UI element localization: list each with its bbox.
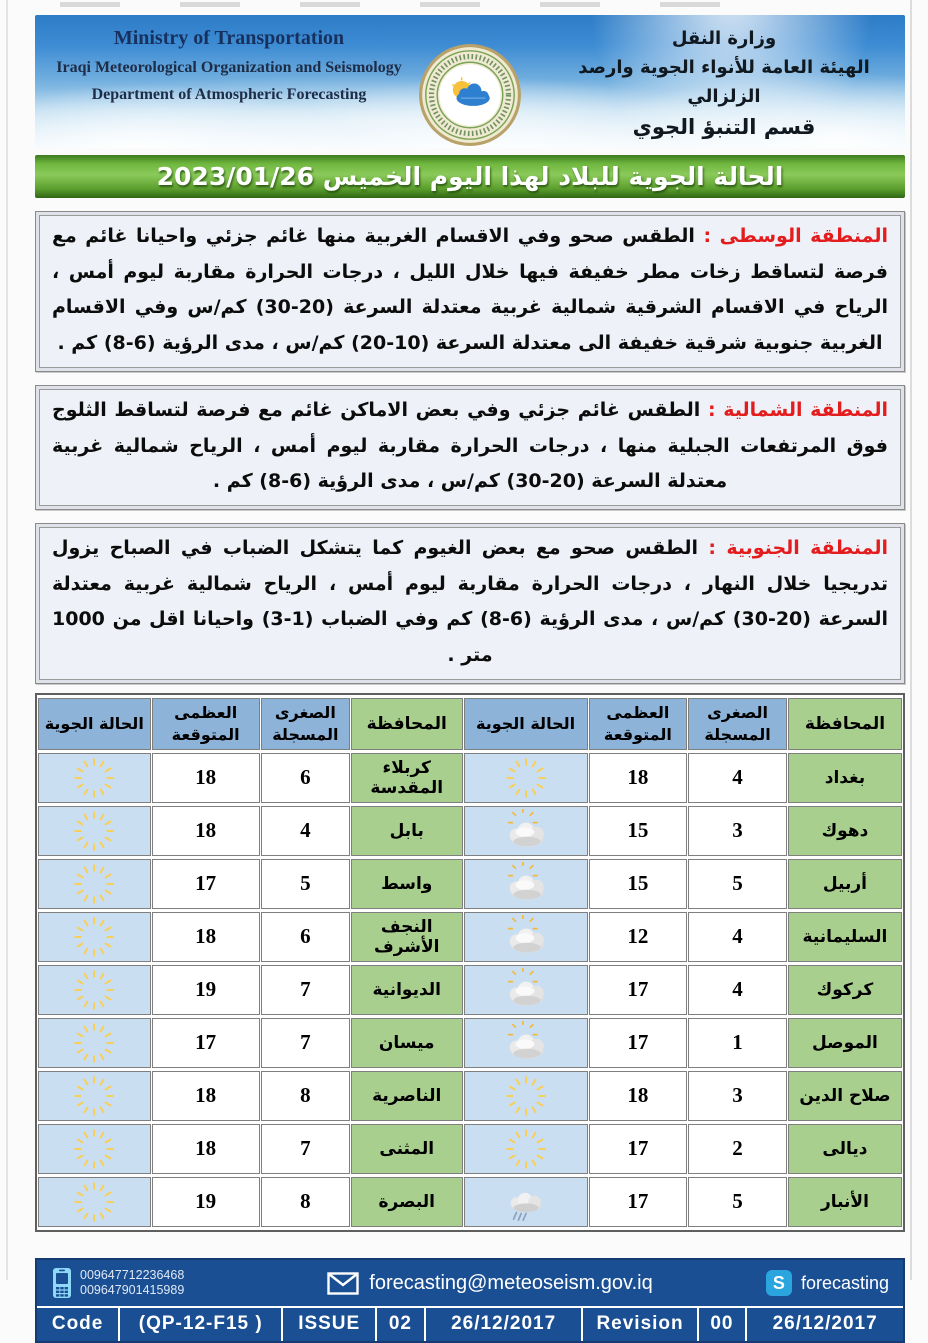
table-row <box>38 912 902 962</box>
revision-label: Revision <box>583 1308 698 1341</box>
recorded-min-cell: 8 <box>261 1177 350 1227</box>
code-value: (QP-12-F15 ) <box>120 1308 283 1341</box>
table-row <box>38 859 902 909</box>
table-row <box>38 1071 902 1121</box>
issue-label: ISSUE <box>283 1308 377 1341</box>
expected-max-cell: 17 <box>589 1018 688 1068</box>
expected-max-cell: 17 <box>152 859 260 909</box>
expected-max-cell: 19 <box>152 965 260 1015</box>
scan-artifact <box>60 2 760 7</box>
governorate-cell: ديالى <box>788 1124 902 1174</box>
ministry-name-en: Ministry of Transportation <box>113 27 345 49</box>
recorded-min-cell: 4 <box>688 965 787 1015</box>
expected-max-cell: 17 <box>589 965 688 1015</box>
organization-name-ar: الهيئة العامة للأنواء الجوية وارصد الزلزالي <box>578 56 870 107</box>
governorate-cell: البصرة <box>351 1177 463 1227</box>
sunny-icon <box>67 915 121 959</box>
governorate-cell: الأنبار <box>788 1177 902 1227</box>
header-expected-max: العظمى المتوقعة <box>152 698 260 750</box>
report-title: الحالة الجوية للبلاد لهذا اليوم الخميس 2023/01/26 <box>156 162 784 191</box>
document-code-bar <box>37 1306 903 1341</box>
expected-max-cell: 17 <box>589 1177 688 1227</box>
expected-max-cell: 15 <box>589 806 688 856</box>
weather-condition-cell <box>38 965 151 1015</box>
governorate-cell: واسط <box>351 859 463 909</box>
phone-number: 009647712236468 <box>80 1267 185 1282</box>
governorate-cell: بغداد <box>788 753 902 803</box>
sunny-icon <box>67 756 121 800</box>
header-weather-condition: الحالة الجوية <box>38 698 151 750</box>
weather-condition-cell <box>464 1177 588 1227</box>
header-recorded-min: الصغرى المسجلة <box>261 698 350 750</box>
governorate-cell: المثنى <box>351 1124 463 1174</box>
region-box-southern <box>35 523 905 684</box>
sunny-icon <box>67 1127 121 1171</box>
partly-cloudy-icon <box>499 968 553 1012</box>
expected-max-cell: 19 <box>152 1177 260 1227</box>
governorate-cell: صلاح الدين <box>788 1071 902 1121</box>
table-row <box>38 753 902 803</box>
weather-condition-cell <box>38 912 151 962</box>
weather-condition-cell <box>464 965 588 1015</box>
region-name: المنطقة الوسطى : <box>703 225 888 247</box>
recorded-min-cell: 6 <box>261 753 350 803</box>
region-name: المنطقة الجنوبية : <box>708 537 888 560</box>
department-name-ar: قسم التنبؤ الجوي <box>632 115 816 140</box>
revision-number: 00 <box>699 1308 748 1341</box>
phone-contact <box>51 1267 291 1299</box>
region-name: المنطقة الشمالية : <box>707 398 888 421</box>
table-row <box>38 1018 902 1068</box>
envelope-icon <box>327 1272 359 1295</box>
recorded-min-cell: 2 <box>688 1124 787 1174</box>
issue-number: 02 <box>377 1308 426 1341</box>
governorate-cell: بابل <box>351 806 463 856</box>
weather-condition-cell <box>38 753 151 803</box>
recorded-min-cell: 1 <box>688 1018 787 1068</box>
weather-condition-cell <box>38 859 151 909</box>
governorate-cell: أربيل <box>788 859 902 909</box>
header-expected-max: العظمى المتوقعة <box>589 698 688 750</box>
sunny-icon <box>67 968 121 1012</box>
recorded-min-cell: 4 <box>688 753 787 803</box>
organization-name-en: Iraqi Meteorological Organization and Seismology <box>56 59 402 76</box>
sunny-icon <box>67 1180 121 1224</box>
skype-username: forecasting <box>800 1272 889 1293</box>
expected-max-cell: 15 <box>589 859 688 909</box>
weather-condition-cell <box>38 806 151 856</box>
recorded-min-cell: 3 <box>688 1071 787 1121</box>
recorded-min-cell: 6 <box>261 912 350 962</box>
partly-cloudy-icon <box>499 1021 553 1065</box>
header-recorded-min: الصغرى المسجلة <box>688 698 787 750</box>
code-label: Code <box>37 1308 120 1341</box>
governorate-cell: دهوك <box>788 806 902 856</box>
weather-condition-cell <box>464 1071 588 1121</box>
sunny-icon <box>499 1074 553 1118</box>
governorate-cell: النجف الأشرف <box>351 912 463 962</box>
organization-seal-logo <box>418 43 522 147</box>
partly-cloudy-icon <box>499 915 553 959</box>
contact-footer <box>35 1258 905 1343</box>
sunny-icon <box>499 756 553 800</box>
report-title-bar <box>35 155 905 198</box>
weather-condition-cell <box>464 753 588 803</box>
region-forecast-text: الطقس صحو وفي الاقسام الغربية منها غائم جزئي واحيانا غائم مع فرصة لتساقط زخات مطر خفيفة فيها خلال الليل ، درجات الحرارة مقاربة ليوم أمس ، الرياح في الاقسام الشرقية شمالية غربية معتدلة السرعة (20-30) كم/س وفي الاقسام الغربية جنوبية شرقية خفيفة الى معتدلة السرعة (10-20) كم/س ، مدى الرؤية (6-8) كم . <box>52 225 888 355</box>
letterhead-banner <box>35 15 905 148</box>
header-governorate: المحافظة <box>788 698 902 750</box>
governorate-cell: كركوك <box>788 965 902 1015</box>
table-row <box>38 965 902 1015</box>
recorded-min-cell: 8 <box>261 1071 350 1121</box>
recorded-min-cell: 5 <box>688 859 787 909</box>
sun-rain-icon <box>499 1180 553 1224</box>
weather-condition-cell <box>38 1177 151 1227</box>
governorate-cell: كربلاء المقدسة <box>351 753 463 803</box>
recorded-min-cell: 5 <box>261 859 350 909</box>
weather-condition-cell <box>464 1018 588 1068</box>
partly-cloudy-icon <box>499 809 553 853</box>
ministry-english-title <box>49 27 409 104</box>
ministry-arabic-title <box>559 25 889 145</box>
region-forecast-text: الطقس غائم جزئي وفي بعض الاماكن غائم مع فرصة لتساقط الثلوج فوق المرتفعات الجبلية منها ، درجات الحرارة مقاربة ليوم أمس ، الرياح شمالية غربية معتدلة السرعة (20-30) كم/س ، مدى الرؤية (6-8) كم . <box>52 398 888 493</box>
recorded-min-cell: 7 <box>261 965 350 1015</box>
expected-max-cell: 18 <box>152 1124 260 1174</box>
recorded-min-cell: 7 <box>261 1018 350 1068</box>
governorate-cell: الديوانية <box>351 965 463 1015</box>
skype-contact <box>689 1270 889 1296</box>
weather-condition-cell <box>464 806 588 856</box>
skype-icon: S <box>766 1270 792 1296</box>
region-box-central <box>35 211 905 372</box>
expected-max-cell: 17 <box>152 1018 260 1068</box>
mobile-phone-icon <box>51 1267 73 1299</box>
department-name-en: Department of Atmospheric Forecasting <box>91 86 367 103</box>
header-governorate: المحافظة <box>351 698 463 750</box>
weather-condition-cell <box>38 1124 151 1174</box>
scan-edge <box>6 0 8 1280</box>
recorded-min-cell: 4 <box>688 912 787 962</box>
expected-max-cell: 18 <box>152 1071 260 1121</box>
recorded-min-cell: 3 <box>688 806 787 856</box>
table-row <box>38 1177 902 1227</box>
issue-date: 26/12/2017 <box>426 1308 584 1341</box>
governorate-cell: الموصل <box>788 1018 902 1068</box>
partly-cloudy-icon <box>499 862 553 906</box>
sunny-icon <box>499 1127 553 1171</box>
recorded-min-cell: 4 <box>261 806 350 856</box>
expected-max-cell: 18 <box>152 912 260 962</box>
weather-condition-cell <box>38 1018 151 1068</box>
region-box-northern <box>35 385 905 510</box>
expected-max-cell: 18 <box>589 753 688 803</box>
email-address: forecasting@meteoseism.gov.iq <box>369 1271 653 1294</box>
recorded-min-cell: 7 <box>261 1124 350 1174</box>
governorate-weather-table <box>35 693 905 1232</box>
weather-condition-cell <box>38 1071 151 1121</box>
weather-condition-cell <box>464 859 588 909</box>
sunny-icon <box>67 1074 121 1118</box>
table-row <box>38 1124 902 1174</box>
expected-max-cell: 17 <box>589 1124 688 1174</box>
weather-condition-cell <box>464 912 588 962</box>
expected-max-cell: 18 <box>152 806 260 856</box>
region-forecast-text: الطقس صحو مع بعض الغيوم كما يتشكل الضباب في الصباح يزول تدريجيا خلال النهار ، درجات الحرارة مقاربة ليوم أمس ، الرياح شمالية غربية معتدلة السرعة (20-30) كم/س ، مدى الرؤية (6-8) كم وفي الضباب (1-3) واحيانا اقل من 1000 متر . <box>52 537 888 667</box>
ministry-name-ar: وزارة النقل <box>671 28 777 49</box>
email-contact <box>291 1272 689 1295</box>
weather-condition-cell <box>464 1124 588 1174</box>
expected-max-cell: 18 <box>152 753 260 803</box>
scan-edge <box>910 0 912 1280</box>
expected-max-cell: 18 <box>589 1071 688 1121</box>
governorate-cell: السليمانية <box>788 912 902 962</box>
header-weather-condition: الحالة الجوية <box>464 698 588 750</box>
sunny-icon <box>67 862 121 906</box>
sunny-icon <box>67 1021 121 1065</box>
table-row <box>38 806 902 856</box>
recorded-min-cell: 5 <box>688 1177 787 1227</box>
governorate-cell: ميسان <box>351 1018 463 1068</box>
sunny-icon <box>67 809 121 853</box>
table-header-row <box>38 698 902 750</box>
expected-max-cell: 12 <box>589 912 688 962</box>
phone-number: 009647901415989 <box>80 1283 185 1298</box>
revision-date: 26/12/2017 <box>772 1312 878 1334</box>
governorate-cell: الناصرية <box>351 1071 463 1121</box>
